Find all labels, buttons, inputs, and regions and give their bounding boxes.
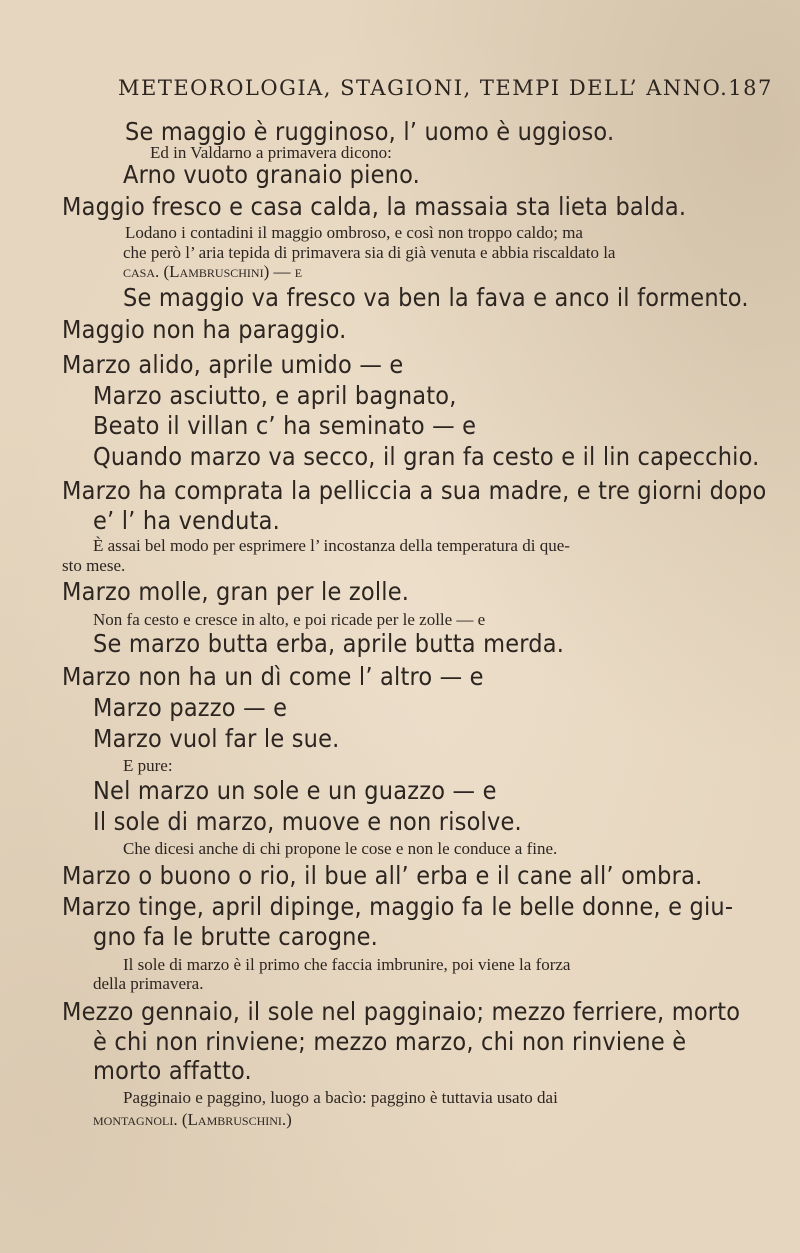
commentary-line: montagnoli. (Lambruschini.) bbox=[93, 1110, 292, 1129]
commentary-line: Il sole di marzo è il primo che faccia imbrunire, poi viene la forza bbox=[123, 955, 571, 974]
proverb-line: è chi non rinviene; mezzo marzo, chi non rinviene è bbox=[93, 1027, 687, 1056]
proverb-line: Marzo asciutto, e april bagnato, bbox=[93, 381, 457, 410]
commentary-line: Che dicesi anche di chi propone le cose e non le conduce a fine. bbox=[123, 839, 558, 858]
proverb-line: gno fa le brutte carogne. bbox=[93, 922, 379, 951]
proverb-line: Marzo tinge, april dipinge, maggio fa le belle donne, e giu- bbox=[62, 892, 734, 921]
proverb-line: Marzo molle, gran per le zolle. bbox=[62, 577, 410, 606]
header-title: METEOROLOGIA, STAGIONI, TEMPI DELL’ ANNO. bbox=[118, 76, 729, 100]
commentary-line: Non fa cesto e cresce in alto, e poi ricade per le zolle — e bbox=[93, 610, 486, 629]
proverb-line: Quando marzo va secco, il gran fa cesto e il lin capecchio. bbox=[93, 442, 760, 471]
proverb-line: e’ l’ ha venduta. bbox=[93, 506, 280, 535]
commentary-line: È assai bel modo per esprimere l’ incostanza della temperatura di que- bbox=[93, 536, 570, 555]
proverb-line: Il sole di marzo, muove e non risolve. bbox=[93, 807, 522, 836]
commentary-line: Pagginaio e paggino, luogo a bacìo: paggino è tuttavia usato dai bbox=[123, 1088, 558, 1107]
proverb-line: morto affatto. bbox=[93, 1056, 252, 1085]
commentary-line: Ed in Valdarno a primavera dicono: bbox=[150, 143, 392, 162]
commentary-line: della primavera. bbox=[93, 974, 204, 993]
proverb-line: Arno vuoto granaio pieno. bbox=[123, 160, 420, 189]
proverb-line: Mezzo gennaio, il sole nel pagginaio; mezzo ferriere, morto bbox=[62, 997, 741, 1026]
proverb-line: Marzo alido, aprile umido — e bbox=[62, 350, 404, 379]
proverb-line: Marzo vuol far le sue. bbox=[93, 724, 340, 753]
proverb-line: Marzo o buono o rio, il bue all’ erba e il cane all’ ombra. bbox=[62, 861, 703, 890]
commentary-line: E pure: bbox=[123, 756, 173, 775]
proverb-line: Maggio non ha paraggio. bbox=[62, 315, 347, 344]
commentary-line: casa. (Lambruschini) — e bbox=[123, 262, 303, 281]
proverb-line: Marzo non ha un dì come l’ altro — e bbox=[62, 662, 484, 691]
proverb-line: Se marzo butta erba, aprile butta merda. bbox=[93, 629, 565, 658]
commentary-line: sto mese. bbox=[62, 556, 126, 575]
page-number: 187 bbox=[728, 76, 773, 100]
proverb-line: Beato il villan c’ ha seminato — e bbox=[93, 411, 477, 440]
proverb-line: Se maggio va fresco va ben la fava e anco il formento. bbox=[123, 283, 749, 312]
proverb-line: Marzo pazzo — e bbox=[93, 693, 288, 722]
commentary-line: che però l’ aria tepida di primavera sia di già venuta e abbia riscaldato la bbox=[123, 243, 616, 262]
proverb-line: Maggio fresco e casa calda, la massaia sta lieta balda. bbox=[62, 192, 687, 221]
running-header bbox=[118, 76, 773, 100]
proverb-line: Marzo ha comprata la pelliccia a sua madre, e tre giorni dopo bbox=[62, 476, 767, 505]
commentary-line: Lodano i contadini il maggio ombroso, e così non troppo caldo; ma bbox=[125, 223, 583, 242]
proverb-line: Se maggio è rugginoso, l’ uomo è uggioso. bbox=[125, 117, 615, 146]
proverb-line: Nel marzo un sole e un guazzo — e bbox=[93, 776, 497, 805]
